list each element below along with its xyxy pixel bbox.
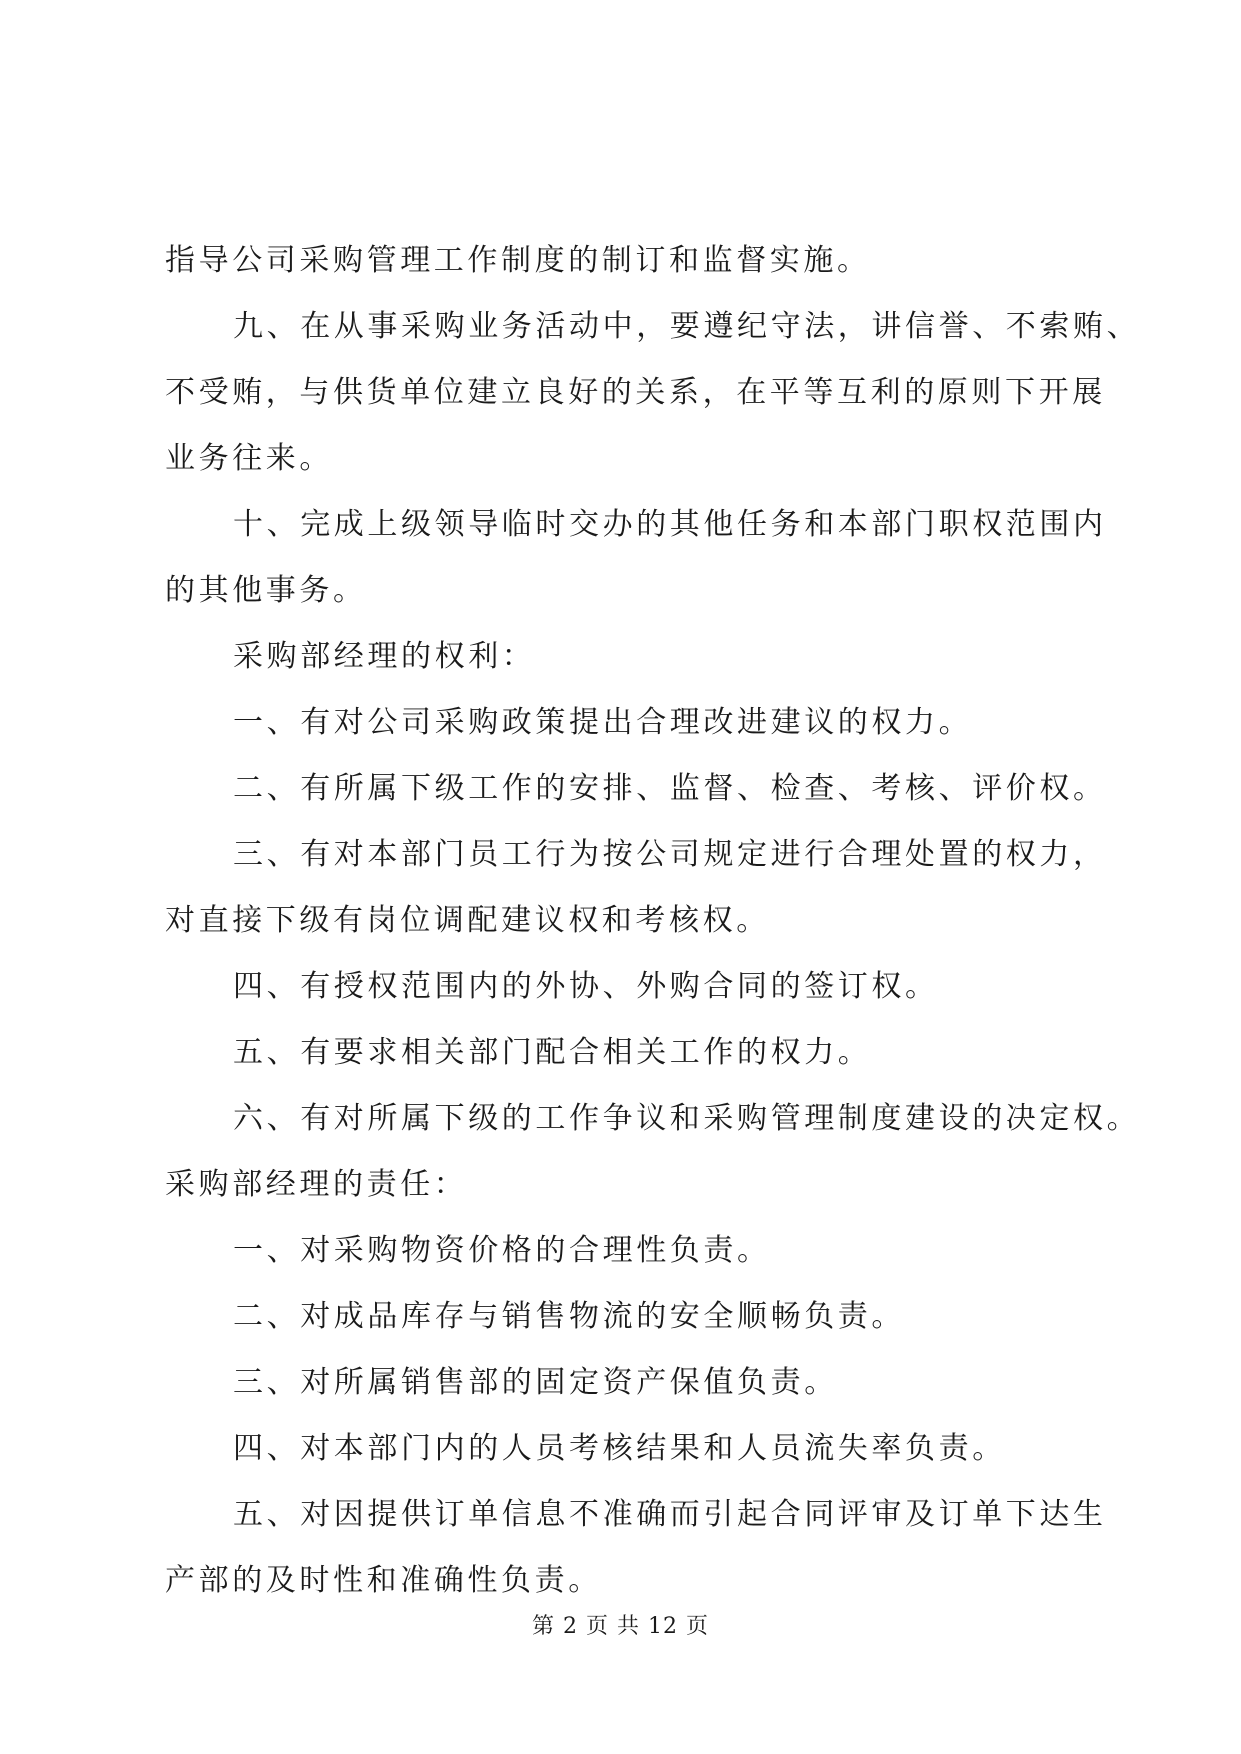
body-line: 四、对本部门内的人员考核结果和人员流失率负责。: [233, 1431, 1006, 1466]
body-line: 产部的及时性和准确性负责。: [165, 1563, 602, 1598]
body-line: 五、有要求相关部门配合相关工作的权力。: [233, 1035, 872, 1070]
body-line: 的其他事务。: [165, 573, 367, 608]
body-line: 二、对成品库存与销售物流的安全顺畅负责。: [233, 1299, 905, 1334]
body-line: 六、有对所属下级的工作争议和采购管理制度建设的决定权。: [233, 1101, 1141, 1136]
body-line: 五、对因提供订单信息不准确而引起合同评审及订单下达生: [233, 1497, 1107, 1532]
body-line: 二、有所属下级工作的安排、监督、检查、考核、评价权。: [233, 771, 1107, 806]
body-line: 指导公司采购管理工作制度的制订和监督实施。: [165, 243, 871, 278]
section-heading-rights: 采购部经理的权利：: [233, 639, 536, 674]
section-heading-responsibilities: 采购部经理的责任：: [165, 1167, 468, 1202]
document-body: [165, 228, 1141, 1614]
body-line: 十、完成上级领导临时交办的其他任务和本部门职权范围内: [233, 507, 1107, 542]
body-line: 一、对采购物资价格的合理性负责。: [233, 1233, 771, 1268]
body-line: 三、对所属销售部的固定资产保值负责。: [233, 1365, 838, 1400]
body-line: 一、有对公司采购政策提出合理改进建议的权力。: [233, 705, 973, 740]
body-line: 业务往来。: [165, 441, 333, 476]
body-line: 三、有对本部门员工行为按公司规定进行合理处置的权力，: [233, 837, 1107, 872]
body-line: 九、在从事采购业务活动中，要遵纪守法，讲信誉、不索贿、: [233, 309, 1141, 344]
page-number-footer: 第 2 页 共 12 页: [532, 1614, 709, 1639]
body-line: 不受贿，与供货单位建立良好的关系，在平等互利的原则下开展: [165, 375, 1106, 410]
body-line: 对直接下级有岗位调配建议权和考核权。: [165, 903, 770, 938]
body-line: 四、有授权范围内的外协、外购合同的签订权。: [233, 969, 939, 1004]
